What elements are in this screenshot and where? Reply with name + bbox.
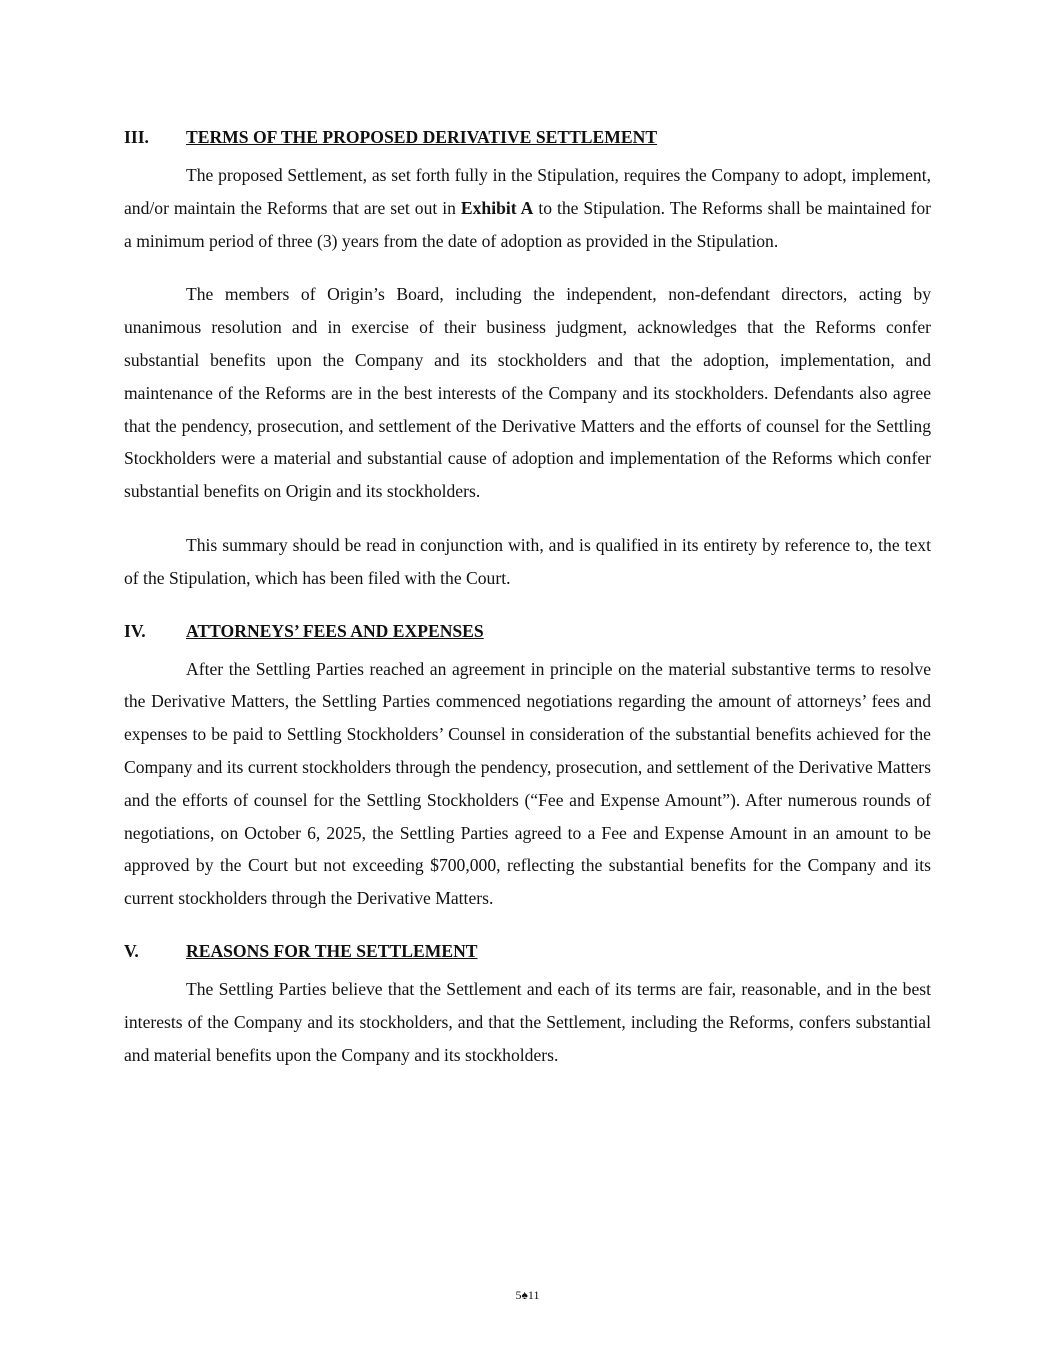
text: The proposed Settlement, as set forth fully in the Stipulation, requires the Company to adopt, implement, and/or maintain the Reforms that are set out in xyxy=(124,165,931,218)
page-number xyxy=(0,1288,1055,1303)
section-number: IV. xyxy=(124,620,146,641)
total-pages: 11 xyxy=(527,1288,540,1302)
section-heading-iv xyxy=(124,616,931,646)
paragraph: The Settling Parties believe that the Settlement and each of its terms are fair, reasonable, and in the best interests of the Company and its stockholders, and that the Settlement, including the Reforms, confers substantial and material benefits upon the Company and its stockholders. xyxy=(124,978,931,1065)
current-page: 5 xyxy=(515,1288,522,1302)
section-heading-v xyxy=(124,936,931,966)
paragraph: This summary should be read in conjunction with, and is qualified in its entirety by reference to, the text of the Stipulation, which has been filed with the Court. xyxy=(124,534,931,588)
text: to the Stipulation. The Reforms shall be maintained for a minimum period of three (3) years from the date of adoption as provided in the Stipulation. xyxy=(124,197,932,251)
section-heading-iii xyxy=(124,122,931,152)
section-number: III. xyxy=(124,127,149,147)
paragraph: The members of Origin’s Board, including the independent, non-defendant directors, acting by unanimous resolution and in exercise of their business judgment, acknowledges that the Reforms confer substantial benefits upon the Company and its stockholders and that the adoption, implementation, and maintenance of the Reforms are in the best interests of the Company and its stockholders. Defendants also agree that the pendency, prosecution, and settlement of the Derivative Matters and the efforts of counsel for the Settling Stockholders were a material and substantial cause of adoption and implementation of the Reforms which confer substantial benefits on Origin and its stockholders. xyxy=(124,284,931,502)
paragraph xyxy=(124,159,931,257)
section-title: ATTORNEYS’ FEES AND EXPENSES xyxy=(186,620,484,641)
section-number: V. xyxy=(124,940,139,961)
section-title: REASONS FOR THE SETTLEMENT xyxy=(186,940,478,961)
document-page xyxy=(124,122,931,1092)
paragraph: After the Settling Parties reached an agreement in principle on the material substantive terms to resolve the Derivative Matters, the Settling Parties commenced negotiations regarding the amount of attorneys’ fees and expenses to be paid to Settling Stockholders’ Counsel in consideration of the substantial benefits achieved for the Company and its current stockholders through the pendency, prosecution, and settlement of the Derivative Matters and the efforts of counsel for the Settling Stockholders (“Fee and Expense Amount”). After numerous rounds of negotiations, on October 6, 2025, the Settling Parties agreed to a Fee and Expense Amount in an amount to be approved by the Court but not exceeding $700,000, reflecting the substantial benefits for the Company and its current stockholders through the Derivative Matters. xyxy=(124,658,931,909)
section-title: TERMS OF THE PROPOSED DERIVATIVE SETTLEMENT xyxy=(186,127,658,147)
exhibit-reference: Exhibit A xyxy=(460,197,534,218)
spade-icon: ♠ xyxy=(521,1288,528,1302)
